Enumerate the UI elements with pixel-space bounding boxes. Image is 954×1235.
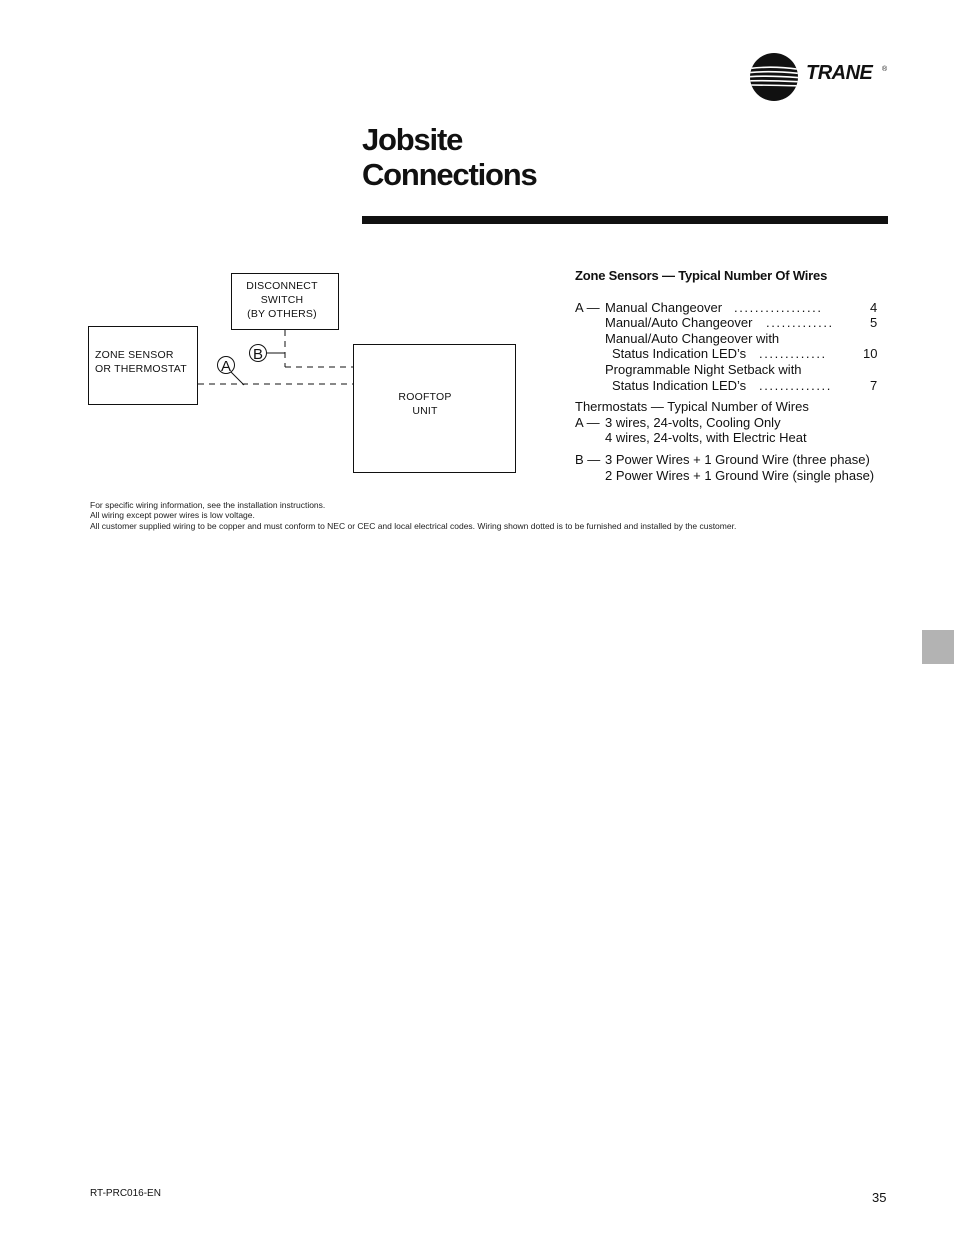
zone-row-label: Manual Changeover — [605, 299, 723, 315]
rooftop-label-line-2: UNIT — [412, 405, 438, 417]
thermostat-a-line-2: 4 wires, 24-volts, with Electric Heat — [605, 430, 807, 446]
zone-row-label: Status Indication LED’s — [612, 346, 747, 362]
zone-sensor-label-line-1: ZONE SENSOR — [95, 349, 174, 361]
callout-a-label: A — [220, 358, 232, 375]
thermostat-a-prefix: A — — [575, 414, 600, 430]
wiring-notes — [90, 500, 736, 531]
note-line: For specific wiring information, see the installation instructions. — [90, 500, 326, 510]
page-number: 35 — [872, 1190, 887, 1205]
thermostats-heading-row — [575, 399, 895, 415]
section-tab — [922, 630, 954, 664]
zone-row — [575, 331, 895, 347]
zone-row-label: Manual/Auto Changeover — [605, 315, 753, 331]
page-title-line-1: Jobsite — [362, 122, 463, 157]
page-title-line-2: Connections — [362, 157, 537, 192]
zone-row — [575, 362, 895, 378]
legend-title: Zone Sensors — Typical Number Of Wires — [575, 268, 828, 283]
title-rule — [362, 216, 888, 224]
thermostat-a-row — [575, 415, 895, 431]
zone-row-value: 4 — [870, 299, 878, 315]
zone-row-value: 7 — [870, 377, 878, 393]
zone-row-prefix: A — — [575, 299, 600, 315]
power-wires-line-1: 3 Power Wires + 1 Ground Wire (three phase) — [605, 451, 870, 467]
zone-row-label: Programmable Night Setback with — [605, 361, 802, 377]
leader-dots: ............. — [766, 315, 834, 331]
wire-count-legend — [575, 268, 895, 483]
leader-dots: ................. — [734, 299, 823, 315]
document-id: RT-PRC016-EN — [90, 1188, 161, 1199]
zone-sensor-label-line-2: OR THERMOSTAT — [95, 363, 187, 375]
thermostat-a-row-2 — [575, 430, 895, 446]
page-title — [362, 122, 537, 192]
zone-row — [575, 315, 895, 331]
registered-mark: ® — [882, 66, 888, 73]
disconnect-label-line-1: DISCONNECT — [246, 280, 318, 292]
zone-row-value: 5 — [870, 315, 878, 331]
zone-row — [575, 378, 895, 394]
note-line: All customer supplied wiring to be copper and must conform to NEC or CEC and local electrical codes. Wiring shown dotted is to be furnished and installed by the customer. — [90, 520, 737, 531]
leader-dots: ............. — [759, 346, 827, 362]
thermostat-a-line-1: 3 wires, 24-volts, Cooling Only — [605, 414, 781, 430]
leader-dots: .............. — [759, 377, 832, 393]
callout-a-leader — [231, 372, 244, 385]
zone-row — [575, 300, 895, 316]
zone-row-label: Status Indication LED’s — [612, 377, 747, 393]
note-line: All wiring except power wires is low voltage. — [90, 510, 255, 521]
disconnect-label-line-2: SWITCH — [260, 294, 304, 306]
power-wires-row — [575, 452, 895, 468]
power-wires-prefix: B — — [575, 451, 601, 467]
disconnect-label-line-3: (BY OTHERS) — [247, 308, 317, 320]
power-wires-row-2 — [575, 468, 895, 484]
brand-name: TRANE — [806, 62, 873, 84]
zone-row — [575, 346, 895, 362]
rooftop-label-line-1: ROOFTOP — [398, 391, 452, 403]
power-wires-line-2: 2 Power Wires + 1 Ground Wire (single phase) — [605, 467, 875, 483]
zone-row-value: 10 — [863, 346, 878, 362]
thermostats-heading: Thermostats — Typical Number of Wires — [575, 399, 809, 415]
wiring-diagram — [80, 262, 540, 487]
callout-b-label: B — [252, 346, 264, 363]
zone-row-label: Manual/Auto Changeover with — [605, 330, 780, 346]
